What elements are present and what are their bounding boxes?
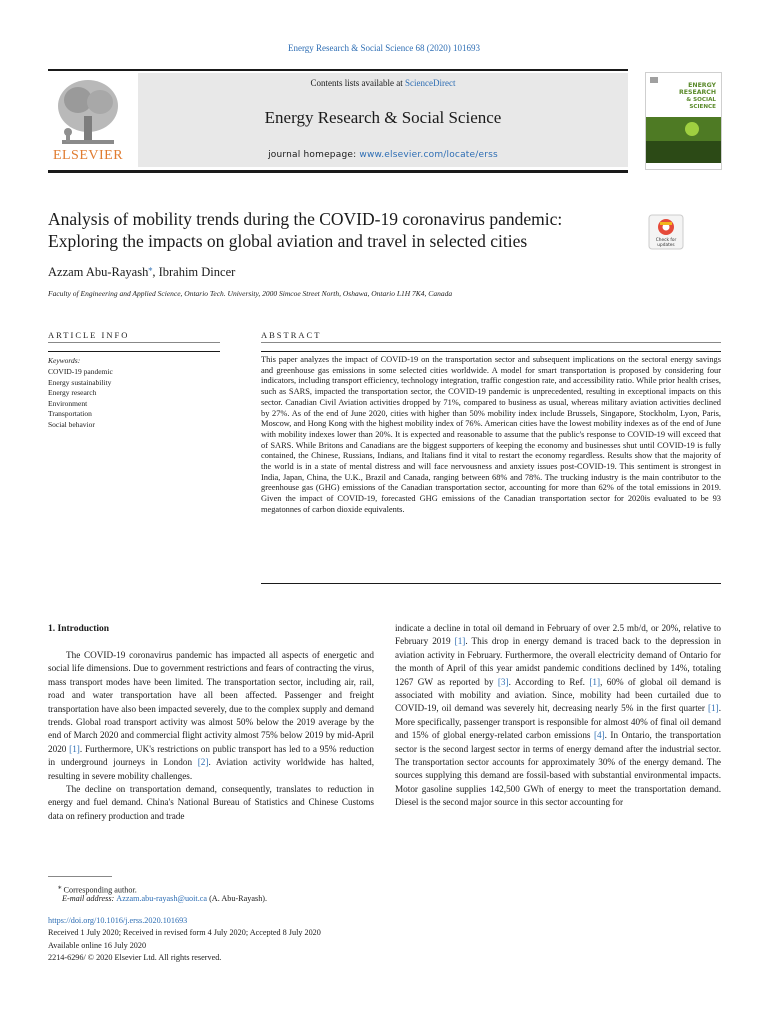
- check-for-updates-icon[interactable]: [648, 214, 684, 250]
- abstract-rule-top: [261, 342, 721, 343]
- citation-link[interactable]: [1]: [707, 703, 719, 714]
- journal-homepage-line: [138, 150, 628, 160]
- author-2[interactable]: Ibrahim Dincer: [158, 265, 236, 280]
- text-run: . Aviation activity worldwide has halted, resulting in severe mobility challenges.: [48, 757, 374, 781]
- author-list: [48, 264, 235, 280]
- copyright: 2214-6296/ © 2020 Elsevier Ltd. All rights reserved.: [48, 953, 222, 963]
- contents-prefix: Contents lists available at: [310, 78, 405, 88]
- text-run: The COVID-19 coronavirus pandemic has impacted all aspects of energetic and social life dimensions. Due to government restrictions and fears of contracting the virus, mass transport modes have been limited. The transportation sector, including air, rail, road and water transportation have all been affected. Passenger and freight transportation have also been impacted severely, due to the complex supply and demand trends. Global road transport activity was almost 50% below the 2019 average by the end of March 2020 and commercial flight activity almost 75% below 2019 by mid-April 2020: [48, 650, 374, 754]
- citation-link[interactable]: [1]: [69, 743, 80, 754]
- citation-link[interactable]: [1]: [454, 636, 466, 647]
- abstract-heading: ABSTRACT: [261, 330, 322, 340]
- keyword: Energy research: [48, 388, 97, 397]
- header-top-rule: [48, 69, 628, 71]
- paragraph: [395, 622, 721, 810]
- text-run: indicate a decline in total oil demand in February of over 2.5 mb/d, or 20%, relative to February 2019: [395, 623, 721, 647]
- keyword: Social behavior: [48, 419, 95, 429]
- abstract-rule-bottom: [261, 583, 721, 584]
- corresponding-author-mark[interactable]: ⁎: [148, 264, 153, 273]
- footnote-rule: [48, 876, 112, 877]
- affiliation: Faculty of Engineering and Applied Science, Ontario Tech. University, 2000 Simcoe Street North, Oshawa, Ontario L1H 7K4, Canada: [48, 289, 453, 298]
- author-separator: ,: [152, 265, 159, 280]
- crossmark-label-2: updates: [657, 243, 675, 248]
- email-suffix: (A. Abu-Rayash).: [207, 894, 268, 903]
- text-run: . Furthermore, UK's restrictions on public transport has led to a 95% reduction in underground journeys in London: [48, 743, 375, 768]
- corresponding-text: Corresponding author.: [63, 885, 137, 895]
- citation-link[interactable]: [2]: [197, 757, 209, 768]
- cover-title-2: RESEARCH: [679, 89, 716, 96]
- body-column-right: [395, 622, 721, 810]
- sciencedirect-link[interactable]: ScienceDirect: [405, 78, 456, 88]
- cover-title-4: SCIENCE: [689, 104, 716, 110]
- keywords-label: Keywords:: [48, 356, 81, 365]
- citation-link[interactable]: [1]: [589, 676, 601, 687]
- journal-title: Energy Research & Social Science: [264, 108, 502, 127]
- paragraph: The decline on transportation demand, consequently, translates to reduction in energy and fuel demand. China's National Bureau of Statistics and Chinese Customs data on refinery production and trade: [48, 784, 374, 821]
- article-title-line-2: Exploring the impacts on global aviation and travel in selected cities: [48, 231, 528, 251]
- section-heading: 1. Introduction: [48, 624, 110, 634]
- keyword: COVID-19 pandemic: [48, 367, 113, 376]
- cover-title-3: & SOCIAL: [686, 97, 716, 103]
- article-title: [48, 208, 628, 252]
- body-column-left: [48, 649, 374, 823]
- text-run: , 60% of global oil demand is associated with mobility and aviation. Since, mobility had been curtailed due to COVID-19, oil demand was severely hit, decreasing nearly 5% in the first quarter: [395, 676, 721, 714]
- journal-citation-link[interactable]: [0, 43, 768, 53]
- article-title-line-1: Analysis of mobility trends during the COVID-19 coronavirus pandemic:: [48, 209, 563, 229]
- footnote-mark: ⁎: [58, 883, 62, 891]
- journal-cover-thumbnail[interactable]: [645, 72, 722, 170]
- paragraph: [48, 649, 374, 783]
- keyword: Energy sustainability: [48, 377, 112, 387]
- homepage-link[interactable]: www.elsevier.com/locate/erss: [359, 150, 498, 160]
- homepage-prefix: journal homepage:: [268, 150, 360, 160]
- received-dates: Received 1 July 2020; Received in revised form 4 July 2020; Accepted 8 July 2020: [48, 928, 321, 938]
- email-label: E-mail address:: [62, 894, 117, 903]
- keyword: Environment: [48, 398, 88, 408]
- cover-title-1: ENERGY: [688, 82, 716, 89]
- journal-citation[interactable]: Energy Research & Social Science 68 (2020) 101693: [287, 43, 481, 53]
- header-bottom-rule: [48, 170, 628, 173]
- available-online: Available online 16 July 2020: [48, 940, 147, 950]
- keyword: Transportation: [48, 409, 92, 418]
- contents-line: [138, 78, 628, 88]
- text-run: . More specifically, passenger transport is responsible for almost 40% of final oil demand and 15% of global energy-related carbon emissions: [395, 703, 721, 741]
- info-rule-top: [48, 342, 220, 343]
- text-run: . In Ontario, the transportation sector is the second largest sector in terms of energy demand after the industrial sector. The transportation sector accounts for approximately 30% of the energy demand. The sources supplying this demand are fossil-based with substantial environmental impacts. Motor gasoline supplies 142,500 GWh of energy to meet the transportation demand. Diesel is the second major source in this sector accounting for: [395, 730, 721, 808]
- publisher-name: ELSEVIER: [52, 148, 124, 163]
- cover-art: [646, 73, 721, 169]
- keywords-list: [48, 367, 113, 430]
- text-run: . This drop in energy demand is traced back to the depression in aviation activity in February. Furthermore, the overall electricity demand of Ontario for the month of April of this year amidst pandemic conditions declined by 14%, totaling 1267 GW as reported by: [395, 636, 721, 687]
- info-rule-bottom: [48, 351, 220, 352]
- doi-link[interactable]: https://doi.org/10.1016/j.erss.2020.101693: [48, 916, 188, 925]
- abstract-rule-mid: [261, 351, 721, 352]
- abstract-text: This paper analyzes the impact of COVID-19 on the transportation sector and subsequent implications on the sectoral energy savings and greenhouse gas emissions in some selected cities worldwide. A model for smart transportation is proposed by considering four indicators, including transport efficiency, technology integration, traffic congestion rate, and accessibility ratio. While prior health crises, such as SARS, impacted the transportation sector, the COVID-19 pandemic is unprecedented, resulting in exceptional impacts on this sector. Canadian Civil Aviation activities dropped by 71%, compared to business as usual, whereas military aviation activities declined by 27%. As of the end of June 2020, cities with higher than 50% mobility index include Brussels, Singapore, Stockholm, Lyon, Paris, Moscow, and Hong Kong with the highest mobility index of 76%. American cities have the lowest mobility indexes as of the end of June with mobility indexes lower than 20%. It is expected and reasonable to assume that the public's response to COVID-19 will exceed that of SARS. While Britons and Canadians are the biggest supporters of keeping the economy and businesses shut until COVID-19 is fully contained, the Chinese, Russians, Indians, and Italians find it vital to restart the economy regardless. Results show that the majority of the world is in a state of mental distress and will face nervousness and anxiety issues post-COVID-19. This sentiment is strongest in India, Japan, China, the U.K., Brazil and Canada, ranging between 68% and 78%. The trucking industry is the main contributor to the greenhouse gas (GHG) emissions of the Canadian transportation sector, accounting for more than 62% of the total emissions in 2019. Given the impact of COVID-19, forecasted GHG emissions of the Canadian transportation sector for 2020is evaluated to be 93 megatonnes of carbon dioxide equivalents.: [261, 355, 721, 514]
- article-metadata: [48, 915, 321, 965]
- crossmark-label-1: Check for: [655, 238, 677, 243]
- email-footnote: [48, 893, 267, 905]
- email-link[interactable]: Azzam.abu-rayash@uoit.ca: [116, 894, 208, 903]
- author-1[interactable]: Azzam Abu-Rayash: [48, 265, 149, 280]
- text-run: . According to Ref.: [508, 676, 590, 687]
- citation-link[interactable]: [4]: [593, 730, 605, 741]
- article-info-heading: ARTICLE INFO: [48, 330, 130, 340]
- citation-link[interactable]: [3]: [497, 676, 509, 687]
